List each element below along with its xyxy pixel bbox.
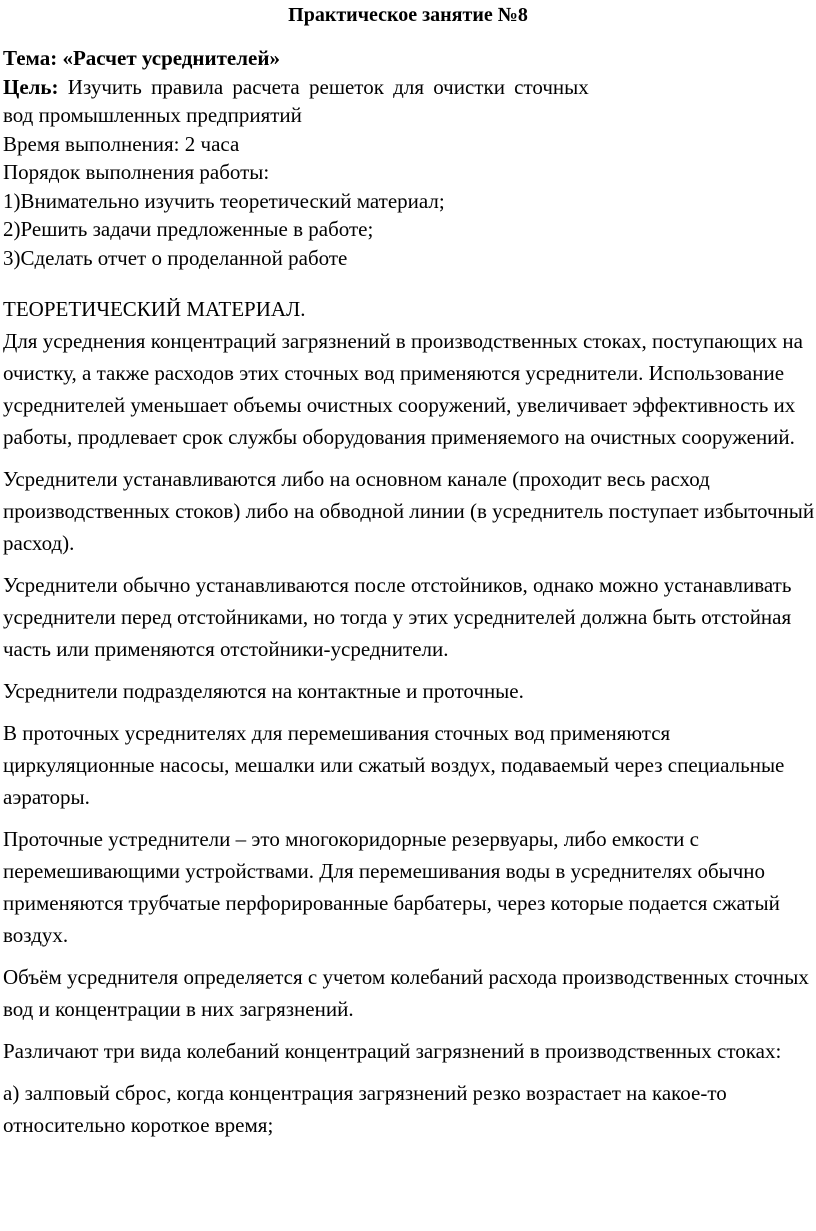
theory-paragraph: Усреднители устанавливаются либо на основном канале (проходит весь расход производственных стоков) либо на обводной линии (в усреднитель поступает избыточный расход). (3, 467, 815, 555)
order-heading: Порядок выполнения работы: (3, 160, 270, 184)
goal-text-line1: Изучить правила расчета решеток для очистки сточных (67, 74, 589, 99)
goal-text-line2: вод промышленных предприятий (3, 103, 302, 127)
step-item: 2)Решить задачи предложенные в работе; (3, 217, 374, 241)
theory-paragraph: Усреднители обычно устанавливаются после отстойников, однако можно устанавливать усреднители перед отстойниками, но тогда у этих усреднителей должна быть отстойная часть или применяются отстойники-усреднители. (3, 573, 792, 661)
document-header (3, 44, 813, 272)
theory-paragraph: В проточных усреднителях для перемешивания сточных вод применяются циркуляционные насосы, мешалки или сжатый воздух, подаваемый через специальные аэраторы. (3, 721, 785, 809)
time-line: Время выполнения: 2 часа (3, 131, 240, 156)
theory-paragraph: Объём усреднителя определяется с учетом колебаний расхода производственных сточных вод и концентрации в них загрязнений. (3, 965, 809, 1021)
theory-paragraph: а) залповый сброс, когда концентрация загрязнений резко возрастает на какое-то относительно короткое время; (3, 1081, 727, 1137)
theory-section (3, 293, 815, 1151)
theory-heading: ТЕОРЕТИЧЕСКИЙ МАТЕРИАЛ. (3, 297, 306, 321)
topic-label: Тема: (3, 46, 58, 70)
step-item: 3)Сделать отчет о проделанной работе (3, 245, 348, 270)
goal-line (3, 73, 813, 102)
topic-line (3, 44, 813, 73)
topic-value: «Расчет усреднителей» (62, 46, 280, 70)
theory-paragraph: Усреднители подразделяются на контактные и проточные. (3, 679, 524, 703)
theory-paragraph: Проточные устреднители – это многокоридорные резервуары, либо емкости с перемешивающими устройствами. Для перемешивания воды в усреднителях обычно применяются трубчатые перфорированные барбатеры, через которые подается сжатый воздух. (3, 827, 780, 947)
step-item: 1)Внимательно изучить теоретический материал; (3, 188, 445, 213)
theory-paragraph: Различают три вида колебаний концентраций загрязнений в производственных стоках: (3, 1039, 782, 1063)
document-title: Практическое занятие №8 (288, 4, 528, 26)
goal-label: Цель: (3, 74, 59, 99)
theory-paragraph: Для усреднения концентраций загрязнений в производственных стоках, поступающих на очистку, а также расходов этих сточных вод применяются усреднители. Использование усреднителей уменьшает объемы очистных сооружений, увеличивает эффективность их работы, продлевает срок службы оборудования применяемого на очистных сооружений. (3, 329, 803, 449)
